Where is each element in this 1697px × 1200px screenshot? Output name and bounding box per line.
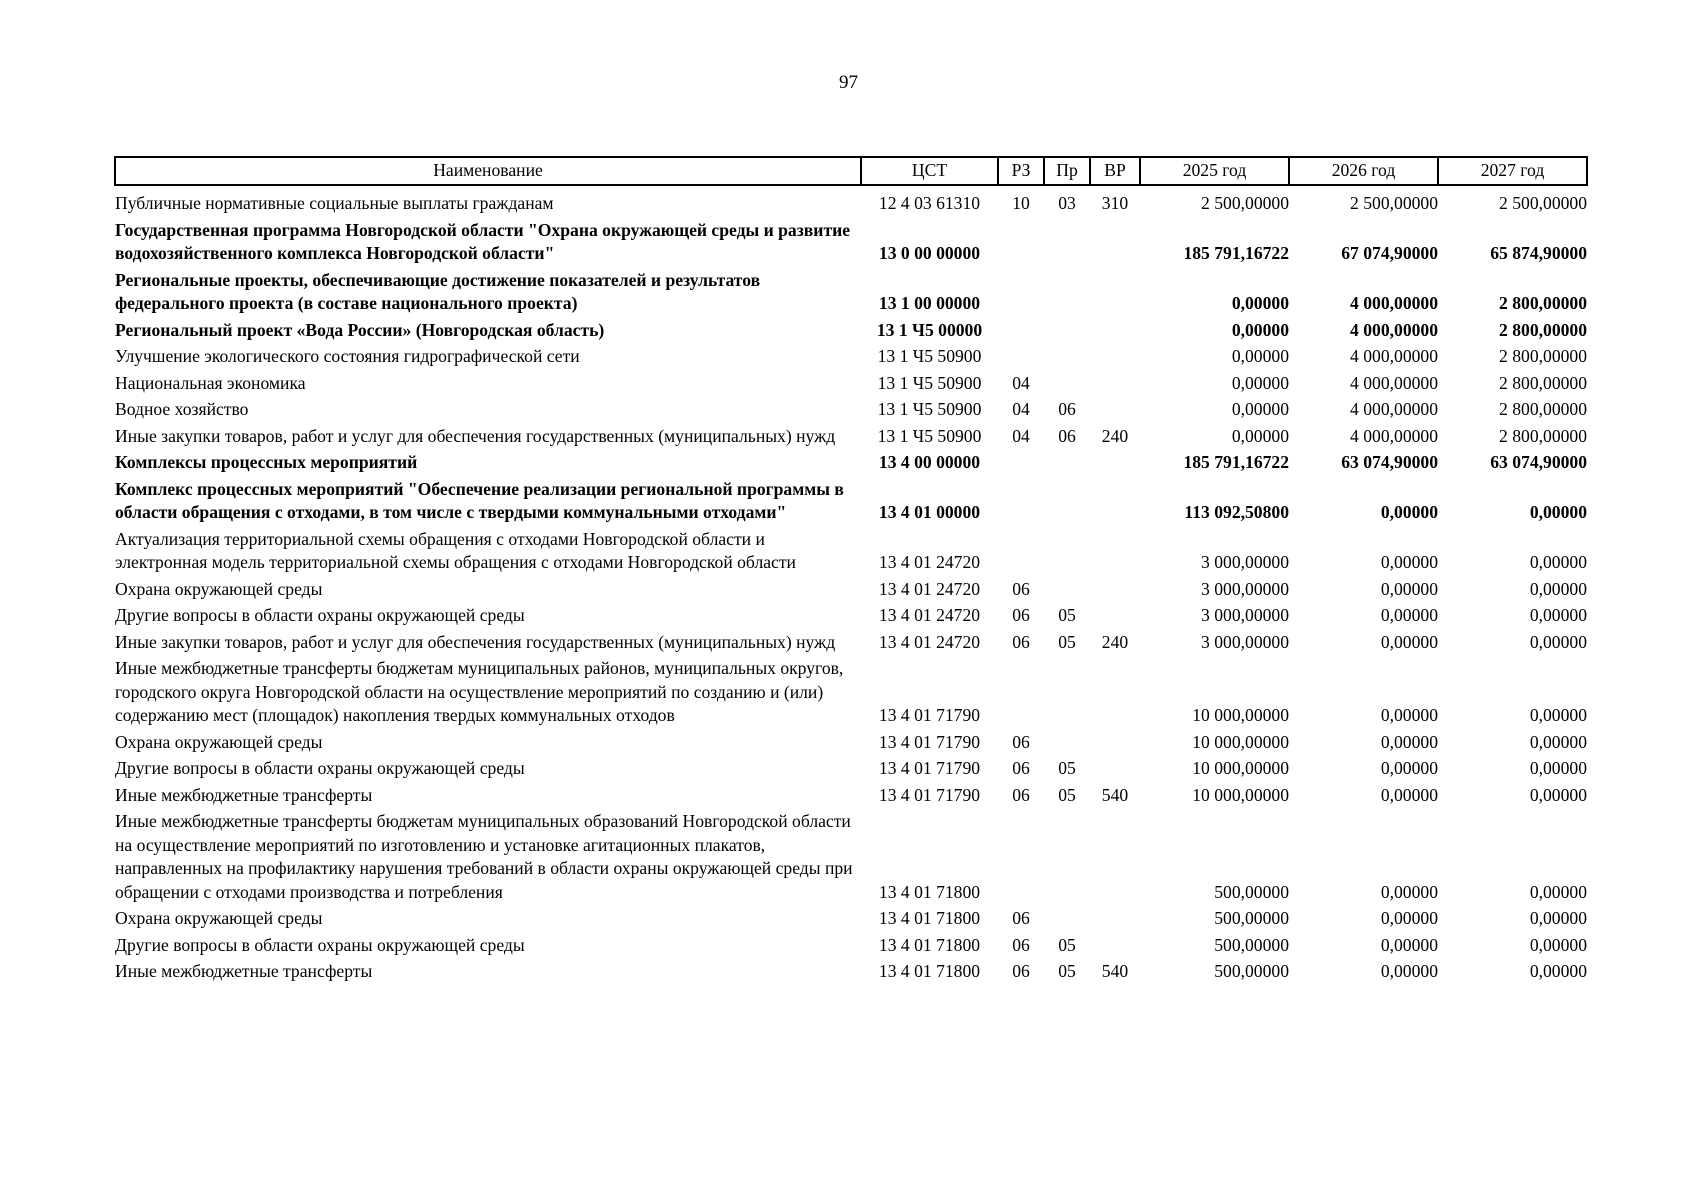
- cell-rz: 10: [1012, 193, 1030, 213]
- cell-2025: 0,00000: [1231, 293, 1289, 313]
- cell-cst: 13 1 Ч5 00000: [876, 319, 983, 340]
- cell-2026: 0,00000: [1380, 908, 1438, 928]
- cell-2025: 500,00000: [1214, 934, 1289, 955]
- cell-cst: 13 4 01 71800: [878, 961, 981, 981]
- cell-2026: 0,00000: [1380, 881, 1438, 902]
- cell-pr: 03: [1058, 193, 1076, 213]
- table-row: [115, 269, 1587, 319]
- budget-table: [114, 156, 1588, 987]
- cell-vr: 310: [1101, 193, 1129, 213]
- header-2026: 2026 год: [1289, 157, 1438, 185]
- table-row: [115, 451, 1587, 478]
- cell-cst: 13 4 00 00000: [878, 452, 981, 472]
- cell-name: Охрана окружающей среды: [115, 908, 323, 928]
- cell-cst: 13 4 01 24720: [878, 605, 981, 625]
- cell-name: Охрана окружающей среды: [115, 731, 323, 752]
- cell-pr: [1044, 269, 1090, 319]
- cell-rz: 06: [1012, 908, 1030, 928]
- cell-vr: [1090, 810, 1140, 907]
- cell-2026: 0,00000: [1380, 631, 1438, 652]
- cell-2026: 0,00000: [1380, 705, 1438, 725]
- cell-cst: 13 4 01 71790: [878, 784, 981, 805]
- cell-2027: 2 800,00000: [1499, 346, 1587, 366]
- cell-pr: [1044, 372, 1090, 399]
- cell-2025: 10 000,00000: [1192, 731, 1289, 752]
- cell-2026: 0,00000: [1380, 784, 1438, 805]
- cell-name: Комплекс процессных мероприятий "Обеспечение реализации региональной программы в области обращения с отходами, в том числе с твердыми коммунальными отходами": [115, 478, 844, 522]
- cell-cst: 13 4 01 71800: [878, 908, 981, 928]
- cell-vr: [1090, 478, 1140, 528]
- cell-2027: 0,00000: [1529, 908, 1587, 928]
- cell-cst: 13 4 01 71800: [878, 934, 981, 955]
- header-rz: РЗ: [998, 157, 1044, 185]
- cell-2025: 3 000,00000: [1201, 578, 1289, 599]
- cell-name: Национальная экономика: [115, 372, 306, 393]
- cell-2026: 0,00000: [1380, 502, 1438, 522]
- table-row: [115, 784, 1587, 811]
- cell-name: Иные закупки товаров, работ и услуг для обеспечения государственных (муниципальных) нужд: [115, 425, 836, 446]
- cell-cst: 13 1 Ч5 50900: [877, 346, 982, 366]
- cell-rz: [998, 269, 1044, 319]
- budget-table-container: [114, 156, 1586, 987]
- cell-2027: 0,00000: [1529, 934, 1587, 955]
- cell-2027: 0,00000: [1529, 961, 1587, 981]
- cell-2025: 0,00000: [1231, 425, 1289, 446]
- cell-rz: [998, 319, 1044, 346]
- cell-2026: 0,00000: [1380, 552, 1438, 572]
- cell-name: Другие вопросы в области охраны окружающей среды: [115, 934, 525, 955]
- cell-rz: 06: [1012, 961, 1030, 981]
- table-row: [115, 960, 1587, 987]
- cell-2025: 113 092,50800: [1184, 502, 1289, 522]
- cell-rz: 06: [1012, 605, 1030, 625]
- cell-cst: 13 4 01 24720: [878, 578, 981, 599]
- cell-2026: 4 000,00000: [1350, 346, 1438, 366]
- cell-2027: 0,00000: [1529, 578, 1587, 599]
- cell-name: Другие вопросы в области охраны окружающей среды: [115, 605, 525, 625]
- cell-2026: 0,00000: [1380, 934, 1438, 955]
- cell-2027: 2 800,00000: [1499, 372, 1587, 393]
- cell-name: Региональные проекты, обеспечивающие достижение показателей и результатов федерального проекта (в составе национального проекта): [115, 269, 761, 313]
- cell-pr: [1044, 451, 1090, 478]
- cell-vr: [1090, 757, 1140, 784]
- cell-2026: 0,00000: [1380, 605, 1438, 625]
- cell-vr: 540: [1101, 961, 1129, 981]
- cell-rz: 06: [1012, 758, 1030, 778]
- cell-vr: [1090, 319, 1140, 346]
- cell-rz: 06: [1012, 578, 1030, 599]
- cell-2027: 2 800,00000: [1499, 399, 1587, 419]
- cell-2025: 500,00000: [1214, 908, 1289, 928]
- table-row: [115, 398, 1587, 425]
- header-name: Наименование: [115, 157, 861, 185]
- page-number: 97: [839, 72, 858, 93]
- header-2025: 2025 год: [1140, 157, 1289, 185]
- cell-vr: [1090, 731, 1140, 758]
- cell-pr: [1044, 907, 1090, 934]
- cell-vr: [1090, 657, 1140, 731]
- cell-pr: 05: [1058, 961, 1076, 981]
- cell-name: Иные межбюджетные трансферты бюджетам муниципальных образований Новгородской области на осуществление мероприятий по изготовлению и установке агитационных плакатов, направленных на профилактику нарушения требований в области охраны окружающей среды при обращении с отходами производства и потребления: [115, 811, 853, 902]
- cell-rz: [998, 219, 1044, 269]
- cell-2026: 63 074,90000: [1341, 452, 1438, 472]
- table-row: [115, 631, 1587, 658]
- cell-2026: 2 500,00000: [1350, 193, 1438, 213]
- table-row: [115, 810, 1587, 907]
- cell-vr: [1090, 219, 1140, 269]
- table-row: [115, 604, 1587, 631]
- cell-pr: [1044, 657, 1090, 731]
- cell-2027: 0,00000: [1529, 631, 1587, 652]
- cell-rz: 04: [1012, 372, 1030, 393]
- cell-pr: 06: [1058, 399, 1076, 419]
- cell-pr: [1044, 578, 1090, 605]
- cell-cst: 13 4 01 00000: [878, 502, 981, 522]
- cell-rz: 06: [1012, 731, 1030, 752]
- cell-vr: [1090, 451, 1140, 478]
- cell-2025: 0,00000: [1231, 346, 1289, 366]
- table-row: [115, 372, 1587, 399]
- cell-2025: 0,00000: [1231, 399, 1289, 419]
- cell-pr: [1044, 319, 1090, 346]
- cell-2025: 10 000,00000: [1192, 705, 1289, 725]
- cell-rz: 04: [1012, 425, 1030, 446]
- cell-rz: [998, 478, 1044, 528]
- header-vr: ВР: [1090, 157, 1140, 185]
- cell-name: Комплексы процессных мероприятий: [115, 452, 418, 472]
- cell-pr: [1044, 731, 1090, 758]
- cell-2027: 0,00000: [1529, 605, 1587, 625]
- cell-name: Другие вопросы в области охраны окружающей среды: [115, 758, 525, 778]
- cell-pr: [1044, 219, 1090, 269]
- table-header: [115, 157, 1587, 185]
- cell-2025: 3 000,00000: [1201, 552, 1289, 572]
- cell-pr: 05: [1058, 784, 1076, 805]
- cell-2027: 0,00000: [1529, 552, 1587, 572]
- cell-2027: 0,00000: [1529, 502, 1587, 522]
- header-2027: 2027 год: [1438, 157, 1587, 185]
- cell-cst: 13 1 Ч5 50900: [877, 425, 982, 446]
- cell-cst: 13 4 01 24720: [878, 631, 981, 652]
- cell-cst: 13 1 Ч5 50900: [877, 372, 982, 393]
- cell-vr: [1090, 604, 1140, 631]
- cell-2027: 63 074,90000: [1490, 452, 1587, 472]
- cell-2025: 500,00000: [1214, 961, 1289, 981]
- cell-name: Улучшение экологического состояния гидрографической сети: [115, 346, 580, 366]
- cell-cst: 12 4 03 61310: [878, 193, 981, 213]
- cell-vr: [1090, 398, 1140, 425]
- cell-2025: 3 000,00000: [1201, 605, 1289, 625]
- cell-vr: [1090, 528, 1140, 578]
- cell-rz: 06: [1012, 631, 1030, 652]
- table-body: [115, 185, 1587, 987]
- cell-cst: 13 1 00 00000: [878, 293, 981, 313]
- cell-pr: 05: [1058, 631, 1076, 652]
- cell-2027: 0,00000: [1529, 881, 1587, 902]
- table-row: [115, 934, 1587, 961]
- header-pr: Пр: [1044, 157, 1090, 185]
- cell-pr: 05: [1058, 758, 1076, 778]
- cell-rz: 04: [1012, 399, 1030, 419]
- cell-name: Иные закупки товаров, работ и услуг для обеспечения государственных (муниципальных) нужд: [115, 631, 836, 652]
- cell-2027: 65 874,90000: [1490, 243, 1587, 263]
- cell-pr: 06: [1058, 425, 1076, 446]
- cell-2027: 0,00000: [1529, 784, 1587, 805]
- cell-name: Актуализация территориальной схемы обращения с отходами Новгородской области и электронная модель территориальной схемы обращения с отходами Новгородской области: [115, 528, 796, 572]
- table-row: [115, 425, 1587, 452]
- cell-pr: 05: [1058, 934, 1076, 955]
- table-row: [115, 319, 1587, 346]
- cell-2025: 2 500,00000: [1201, 193, 1289, 213]
- cell-2026: 0,00000: [1380, 578, 1438, 599]
- table-row: [115, 185, 1587, 219]
- cell-2026: 4 000,00000: [1350, 293, 1438, 313]
- cell-rz: 06: [1012, 934, 1030, 955]
- cell-rz: [998, 528, 1044, 578]
- table-row: [115, 731, 1587, 758]
- cell-vr: [1090, 269, 1140, 319]
- cell-2027: 0,00000: [1529, 705, 1587, 725]
- cell-name: Охрана окружающей среды: [115, 578, 323, 599]
- cell-2026: 0,00000: [1380, 758, 1438, 778]
- cell-2027: 2 800,00000: [1499, 425, 1587, 446]
- table-row: [115, 657, 1587, 731]
- cell-2025: 185 791,16722: [1183, 243, 1289, 263]
- cell-rz: 06: [1012, 784, 1030, 805]
- table-row: [115, 907, 1587, 934]
- cell-cst: 13 4 01 71790: [878, 705, 981, 725]
- cell-cst: 13 4 01 71790: [878, 731, 981, 752]
- cell-cst: 13 0 00 00000: [878, 243, 981, 263]
- cell-2026: 4 000,00000: [1350, 319, 1438, 340]
- header-row: [115, 157, 1587, 185]
- cell-rz: [998, 451, 1044, 478]
- cell-2026: 4 000,00000: [1350, 425, 1438, 446]
- cell-cst: 13 4 01 71800: [878, 881, 981, 902]
- cell-2025: 0,00000: [1231, 372, 1289, 393]
- cell-pr: [1044, 528, 1090, 578]
- cell-pr: [1044, 345, 1090, 372]
- cell-vr: [1090, 934, 1140, 961]
- table-row: [115, 578, 1587, 605]
- cell-2025: 185 791,16722: [1183, 452, 1289, 472]
- table-row: [115, 478, 1587, 528]
- cell-pr: [1044, 478, 1090, 528]
- cell-vr: [1090, 345, 1140, 372]
- cell-2027: 0,00000: [1529, 731, 1587, 752]
- cell-2026: 0,00000: [1380, 731, 1438, 752]
- cell-2025: 500,00000: [1214, 881, 1289, 902]
- table-row: [115, 528, 1587, 578]
- cell-2027: 2 800,00000: [1499, 319, 1587, 340]
- cell-name: Публичные нормативные социальные выплаты гражданам: [115, 193, 554, 213]
- cell-vr: 240: [1101, 425, 1129, 446]
- cell-cst: 13 1 Ч5 50900: [877, 399, 982, 419]
- cell-vr: [1090, 578, 1140, 605]
- table-row: [115, 757, 1587, 784]
- cell-2026: 4 000,00000: [1350, 372, 1438, 393]
- cell-2025: 10 000,00000: [1192, 784, 1289, 805]
- cell-name: Иные межбюджетные трансферты: [115, 784, 373, 805]
- cell-2026: 67 074,90000: [1341, 243, 1438, 263]
- cell-name: Иные межбюджетные трансферты: [115, 961, 373, 981]
- cell-vr: [1090, 372, 1140, 399]
- cell-2027: 0,00000: [1529, 758, 1587, 778]
- cell-name: Региональный проект «Вода России» (Новгородская область): [115, 319, 605, 340]
- cell-name: Водное хозяйство: [115, 399, 249, 419]
- cell-rz: [998, 810, 1044, 907]
- cell-2026: 0,00000: [1380, 961, 1438, 981]
- cell-cst: 13 4 01 24720: [878, 552, 981, 572]
- cell-pr: [1044, 810, 1090, 907]
- table-row: [115, 219, 1587, 269]
- cell-rz: [998, 657, 1044, 731]
- cell-rz: [998, 345, 1044, 372]
- cell-2027: 2 500,00000: [1499, 193, 1587, 213]
- cell-cst: 13 4 01 71790: [878, 758, 981, 778]
- cell-vr: [1090, 907, 1140, 934]
- cell-2025: 0,00000: [1231, 319, 1289, 340]
- cell-2025: 3 000,00000: [1201, 631, 1289, 652]
- table-row: [115, 345, 1587, 372]
- cell-2025: 10 000,00000: [1192, 758, 1289, 778]
- header-cst: ЦСТ: [861, 157, 998, 185]
- cell-2027: 2 800,00000: [1499, 293, 1587, 313]
- cell-pr: 05: [1058, 605, 1076, 625]
- cell-vr: 540: [1101, 784, 1129, 805]
- cell-vr: 240: [1101, 631, 1129, 652]
- cell-2026: 4 000,00000: [1350, 399, 1438, 419]
- cell-name: Государственная программа Новгородской области "Охрана окружающей среды и развитие водохозяйственного комплекса Новгородской области": [115, 219, 851, 263]
- cell-name: Иные межбюджетные трансферты бюджетам муниципальных районов, муниципальных округов, городского округа Новгородской области на осуществление мероприятий по созданию и (или) содержанию мест (площадок) накопления твердых коммунальных отходов: [115, 658, 844, 725]
